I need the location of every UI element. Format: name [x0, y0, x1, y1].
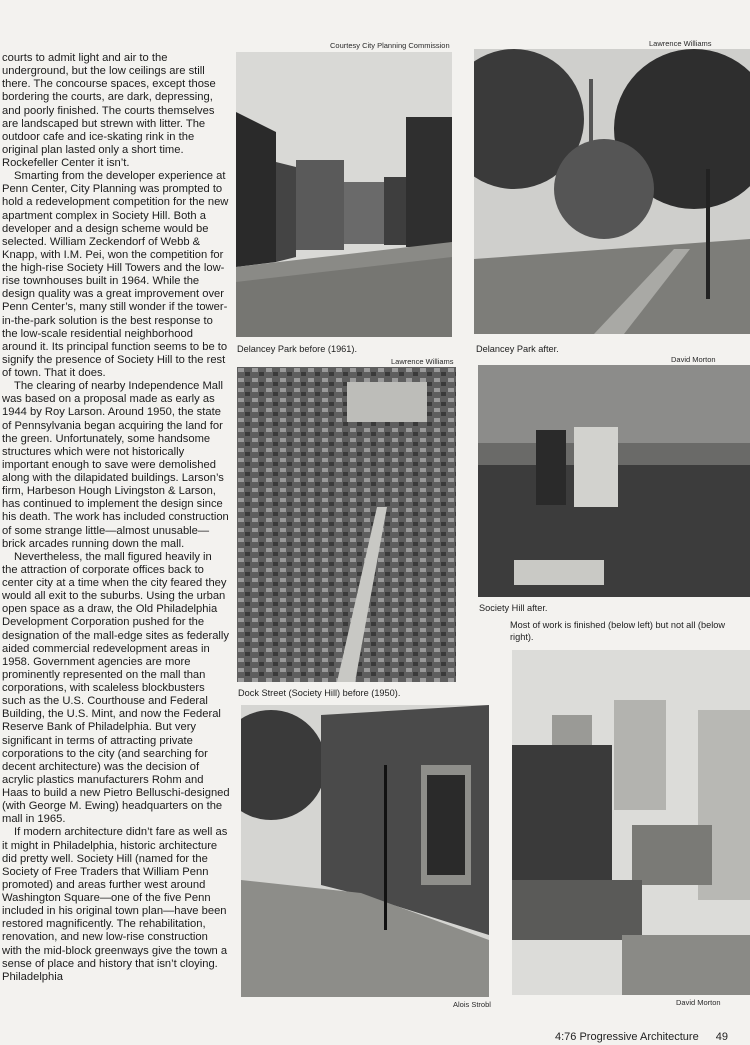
photo-dock-street	[237, 367, 456, 682]
photo-delancey-after	[474, 49, 750, 334]
photo-credit: Alois Strobl	[453, 1000, 491, 1009]
photo-street-scene	[241, 705, 489, 997]
photo-caption: Delancey Park after.	[476, 344, 559, 354]
photo-credit: Lawrence Williams	[391, 357, 454, 366]
photo-caption: Most of work is finished (below left) but not all (below right).	[510, 620, 725, 642]
photo-caption: Delancey Park before (1961).	[237, 344, 358, 354]
photo-unfinished	[512, 650, 750, 995]
paragraph: Smarting from the developer experience at Penn Center, City Planning was prompted to hold a redevelopment competition for the new apartment complex in Society Hill. Both a developer and a design scheme would be selected. William Zeckendorf of Webb & Knapp, with I.M. Pei, won the competition for the high-rise Society Hill Towers and the low-rise townhouses built in 1964. While the design quality was a great improvement over Penn Center’s, many still wonder if the tower-in-the-park solution is the best response to the low-scale residential neighborhood around it. Its principal function seems to be to signify the presence of Society Hill to the rest of town. That it does.	[2, 170, 229, 379]
photo-credit: Lawrence Williams	[649, 39, 712, 48]
paragraph: courts to admit light and air to the underground, but the low ceilings are still there. The concourse spaces, except those bordering the courts, are dark, depressing, and poorly finished. The courts themselves are landscaped but strewn with litter. The outdoor cafe and ice-skating rink in the original plan lasted only a short time. Rockefeller Center it isn’t.	[2, 52, 216, 169]
paragraph: If modern architecture didn’t fare as well as it might in Philadelphia, historic architecture did pretty well. Society Hill (named for the Society of Free Traders that William Penn promoted) and areas further west around Washington Square—one of the five Penn included in his original town plan—have been restored magnificently. The rehabilitation, renovation, and new low-rise construction with the mid-block greenways give the town a sense of place and history that isn’t cloying. Philadelphia	[2, 826, 228, 983]
photo-credit: David Morton	[676, 998, 721, 1007]
photo-credit: Courtesy City Planning Commission	[330, 41, 450, 50]
page-footer	[541, 1031, 728, 1045]
paragraph: Nevertheless, the mall figured heavily in the attraction of corporate offices back to center city at a time when the city feared they would all exit to the suburbs. Using the urban open space as a draw, the Old Philadelphia Development Corporation pushed for the designation of the mall-edge sites as federally aided commercial redevelopment areas in 1958. Government agencies are more prominently represented on the mall than corporations, with scaleless blockbusters such as the U.S. Courthouse and Federal Building, the U.S. Mint, and now the Federal Reserve Bank of Philadelphia. But very significant in terms of attracting private corporations to the city (and searching for decent architecture) was the decision of acrylic plastics manufacturers Rohm and Haas to build a new Pietro Belluschi-designed (with George M. Ewing) headquarters on the mall in 1965.	[2, 550, 230, 826]
photo-caption: Dock Street (Society Hill) before (1950).	[238, 688, 401, 698]
page-number: 49	[715, 1031, 728, 1043]
photo-caption: Society Hill after.	[479, 603, 548, 613]
photo-credit: David Morton	[671, 355, 716, 364]
photo-society-hill-after	[478, 365, 750, 597]
photo-delancey-before	[236, 52, 452, 337]
body-text-column	[2, 52, 230, 984]
issue-label: 4:76 Progressive Architecture	[555, 1031, 699, 1043]
paragraph: The clearing of nearby Independence Mall was based on a proposal made as early as 1944 by Roy Larson. Around 1950, the state of Pennsylvania began acquiring the land for the green. Unfortunately, some handsome structures which were not historically important enough to save were demolished along with the dilapidated buildings. Larson’s firm, Harbeson Hough Livingston & Larson, has continued to implement the design since his death. The work has included construction of some strange little—almost unusable—brick arcades running down the mall.	[2, 380, 229, 550]
